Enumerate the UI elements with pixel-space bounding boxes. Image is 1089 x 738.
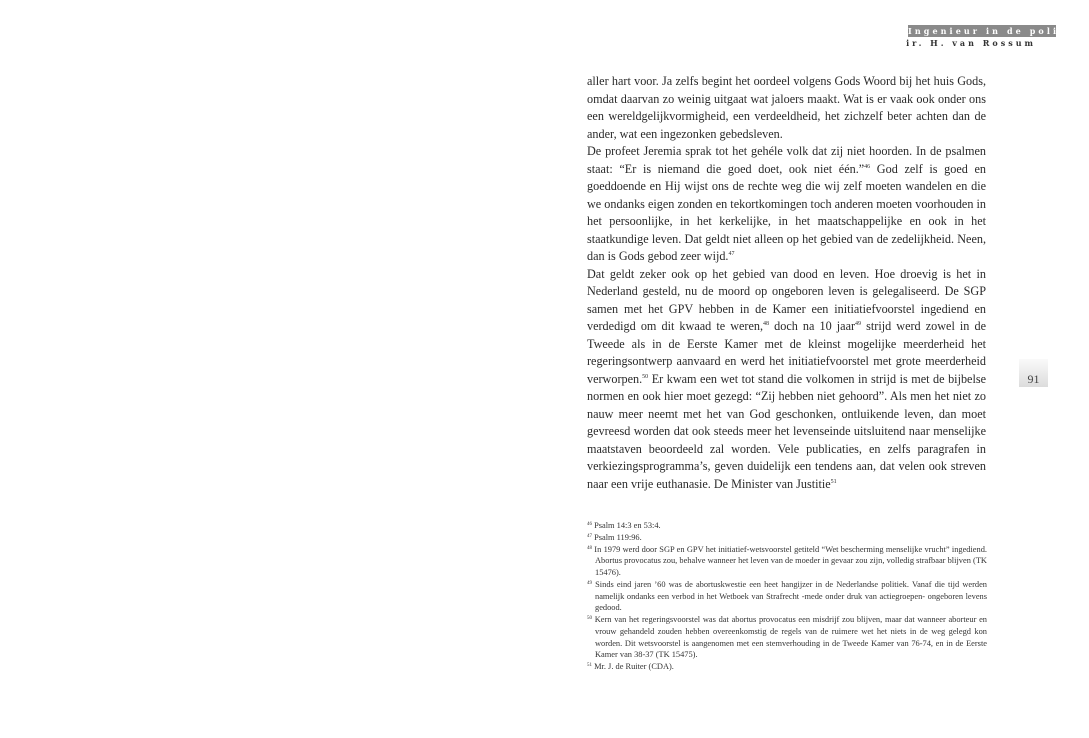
footnote-text: In 1979 werd door SGP en GPV het initiatief-wetsvoorstel getiteld “Wet bescherming menselijke vrucht” ingediend. Abortus provocatus zou, behalve wanneer het leven van de moeder in gevaar zou zijn, volledig strafbaar blijven (TK 15476). bbox=[592, 544, 987, 577]
footnote-number: 46 bbox=[587, 522, 592, 527]
footnote-number: 51 bbox=[587, 663, 592, 668]
body-paragraph bbox=[587, 73, 986, 143]
footnote-text: Psalm 119:96. bbox=[592, 532, 642, 542]
body-paragraph bbox=[587, 266, 986, 494]
footnote bbox=[587, 520, 987, 532]
footnote-number: 49 bbox=[587, 580, 592, 586]
paragraph-text: Er kwam een wet tot stand die volkomen in strijd is met de bijbelse normen en ook hier moet gezegd: “Zij hebben niet gehoord”. Als men het niet zo nauw meer neemt met het van God geschonken, ontluikende leven, dan moet gevreesd worden dat ook steeds meer het levenseinde uitsluitend naar menselijke maatstaven beoordeeld zal worden. Vele publicaties, en zelfs paragrafen in verkiezingsprogramma’s, geven duidelijk een tendens aan, dat velen ook streven naar een vrije euthanasie. De Minister van Justitie bbox=[587, 371, 986, 491]
paragraph-text: strijd werd zowel in de Tweede als in de Eerste Kamer met de kleinst mogelijke meerderheid het regeringsontwerp aanvaard en werd het initiatiefvoorstel met grote meerderheid verworpen. bbox=[587, 319, 986, 386]
footnote-number: 48 bbox=[587, 545, 592, 551]
running-header-author: ir. H. van Rossum bbox=[906, 38, 1036, 48]
footnote bbox=[587, 614, 987, 661]
paragraph-text: Dat geldt zeker ook op het gebied van dood en leven. Hoe droevig is het in Nederland gesteld, nu de moord op ongeboren leven is gelegaliseerd. De SGP samen met het GPV hebben in de Kamer een initiatiefvoorstel ingediend en verdedigd om dit kwaad te weren, bbox=[587, 266, 986, 333]
footnote-reference: 46 bbox=[864, 163, 871, 170]
body-paragraph bbox=[587, 143, 986, 266]
footnote-text: Kern van het regeringsvoorstel was dat abortus provocatus een misdrijf zou blijven, maar dat wanneer aborteur en vrouw gehandeld zouden hebben overeenkomstig de regels van de ruimere wet het niets in de weg gelegd kon worden. Dit wetsvoorstel is aangenomen met een stemverhouding in de Tweede Kamer van 76-74, en in de Eerste Kamer van 38-37 (TK 15475). bbox=[592, 615, 987, 660]
footnote-text: Mr. J. de Ruiter (CDA). bbox=[592, 662, 674, 671]
running-header-title: Ingenieur in de politiek bbox=[908, 26, 1089, 36]
footnote-number: 47 bbox=[587, 533, 592, 539]
footnote-reference: 50 bbox=[642, 373, 649, 380]
footnote-text: Psalm 14:3 en 53:4. bbox=[592, 521, 661, 530]
footnote-text: Sinds eind jaren ’60 was de abortuskwestie een heet hangijzer in de Nederlandse politiek. Vanaf die tijd werden namelijk ondanks een verbod in het Wetboek van Strafrecht -mede onder druk van actiegroepen- ongeboren levens gedood. bbox=[592, 579, 987, 613]
footnote-reference: 47 bbox=[728, 251, 735, 257]
footnote bbox=[587, 544, 987, 579]
paragraph-text: De profeet Jeremia sprak tot het gehéle volk dat zij niet hoorden. In de psalmen staat: “Er is niemand die goed doet, ook niet één.” bbox=[587, 144, 986, 176]
paragraph-text: aller hart voor. Ja zelfs begint het oordeel volgens Gods Woord bij het huis Gods, omdat daarvan zo weinig uitgaat wat jaloers maakt. Wat is er vaak ook onder ons een wereldgelijkvormigheid, een verdeeldheid, het zichzelf beter achten dan de ander, wat een ingezonken gebedsleven. bbox=[587, 74, 986, 141]
footnote bbox=[587, 579, 987, 614]
body-text bbox=[587, 73, 986, 493]
footnotes bbox=[587, 520, 987, 673]
page-number: 91 bbox=[1027, 372, 1040, 386]
footnote bbox=[587, 532, 987, 544]
footnote-reference: 49 bbox=[855, 321, 862, 327]
footnote bbox=[587, 661, 987, 673]
footnote-number: 50 bbox=[587, 616, 592, 621]
footnote-reference: 51 bbox=[830, 478, 837, 485]
footnote-reference: 48 bbox=[763, 321, 770, 327]
paragraph-text: God zelf is goed en goeddoende en Hij wijst ons de rechte weg die wij zelf moeten wandelen en die we ondanks eigen zonden en tekortkomingen toch anderen moeten voorhouden in het persoonlijke, in het kerkelijke, in het maatschappelijke en ook in het staatkundige leven. Dat geldt niet alleen op het gebied van de zedelijkheid. Neen, dan is Gods gebod zeer wijd. bbox=[587, 161, 987, 263]
paragraph-text: doch na 10 jaar bbox=[769, 319, 856, 333]
